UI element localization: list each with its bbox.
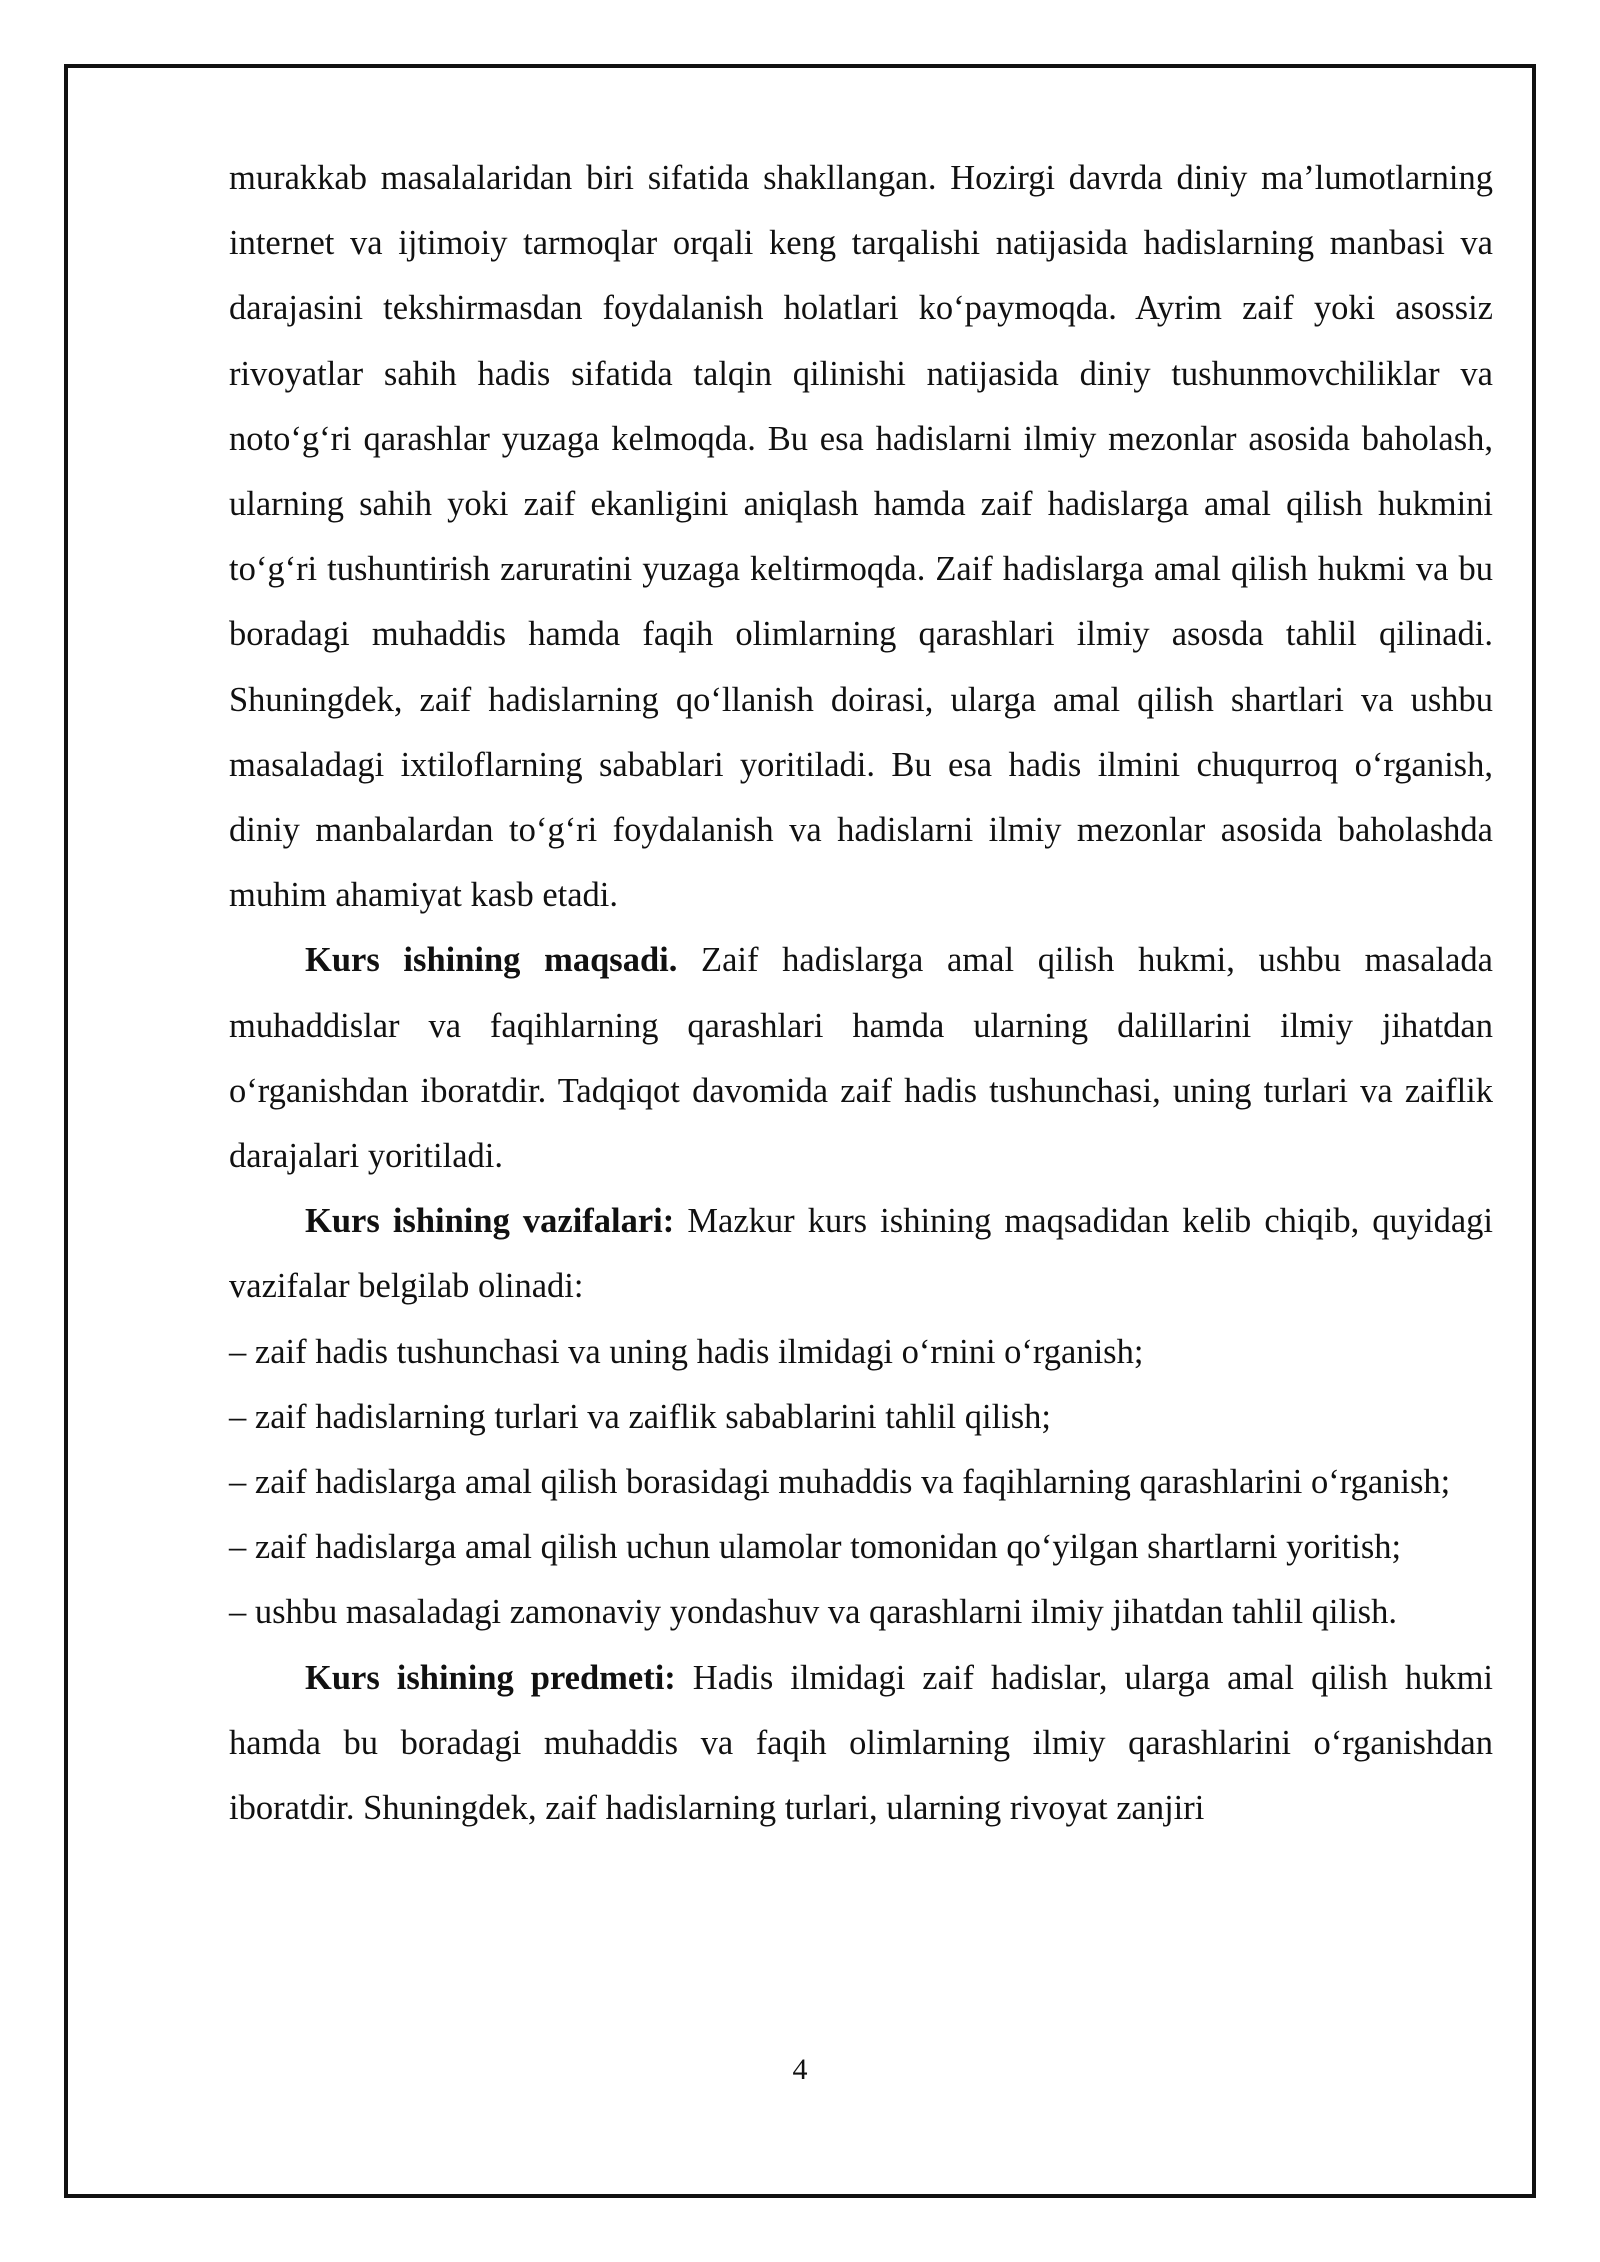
document-body bbox=[229, 146, 1493, 1841]
task-item-4: – zaif hadislarga amal qilish uchun ulamolar tomonidan qoʻyilgan shartlarni yoritish; bbox=[229, 1528, 1402, 1567]
subject-text: Hadis ilmidagi zaif hadislar, ularga amal qilish hukmi hamda bu boradagi muhaddis va faqih olimlarning ilmiy qarashlarini oʻrganishdan iboratdir. Shuningdek, zaif hadislarning turlari, ularning rivoyat zanjiri bbox=[229, 1658, 1493, 1828]
tasks-heading: Kurs ishining vazifalari: bbox=[305, 1202, 675, 1241]
goal-heading: Kurs ishining maqsadi. bbox=[305, 941, 678, 980]
goal-paragraph bbox=[229, 928, 1493, 1189]
tasks-text: Mazkur kurs ishining maqsadidan kelib chiqib, quyidagi vazifalar belgilab olinadi: bbox=[229, 1202, 1493, 1306]
task-item-2: – zaif hadislarning turlari va zaiflik sabablarini tahlil qilish; bbox=[229, 1397, 1052, 1436]
task-item-1: – zaif hadis tushunchasi va uning hadis ilmidagi oʻrnini oʻrganish; bbox=[229, 1332, 1144, 1371]
task-item-5: – ushbu masaladagi zamonaviy yondashuv va qarashlarni ilmiy jihatdan tahlil qilish. bbox=[229, 1593, 1397, 1632]
task-item-3: – zaif hadislarga amal qilish borasidagi muhaddis va faqihlarning qarashlarini oʻrganish; bbox=[229, 1463, 1451, 1502]
subject-heading: Kurs ishining predmeti: bbox=[305, 1658, 676, 1697]
intro-paragraph: murakkab masalalaridan biri sifatida shakllangan. Hozirgi davrda diniy ma’lumotlarning internet va ijtimoiy tarmoqlar orqali keng tarqalishi natijasida hadislarning manbasi va darajasini tekshirmasdan foydalanish holatlari koʻpaymoqda. Ayrim zaif yoki asossiz rivoyatlar sahih hadis sifatida talqin qilinishi natijasida diniy tushunmovchiliklar va notoʻgʻri qarashlar yuzaga kelmoqda. Bu esa hadislarni ilmiy mezonlar asosida baholash, ularning sahih yoki zaif ekanligini aniqlash hamda zaif hadislarga amal qilish hukmini toʻgʻri tushuntirish zaruratini yuzaga keltirmoqda. Zaif hadislarga amal qilish hukmi va bu boradagi muhaddis hamda faqih olimlarning qarashlari ilmiy asosda tahlil qilinadi. Shuningdek, zaif hadislarning qoʻllanish doirasi, ularga amal qilish shartlari va ushbu masaladagi ixtiloflarning sabablari yoritiladi. Bu esa hadis ilmini chuqurroq oʻrganish, diniy manbalardan toʻgʻri foydalanish va hadislarni ilmiy mezonlar asosida baholashda muhim ahamiyat kasb etadi. bbox=[229, 159, 1493, 915]
page-number: 4 bbox=[792, 2053, 808, 2086]
goal-text: Zaif hadislarga amal qilish hukmi, ushbu masalada muhaddislar va faqihlarning qarashlari hamda ularning dalillarini ilmiy jihatdan oʻrganishdan iboratdir. Tadqiqot davomida zaif hadis tushunchasi, uning turlari va zaiflik darajalari yoritiladi. bbox=[229, 941, 1493, 1176]
tasks-paragraph bbox=[229, 1189, 1493, 1319]
subject-paragraph bbox=[229, 1646, 1493, 1842]
